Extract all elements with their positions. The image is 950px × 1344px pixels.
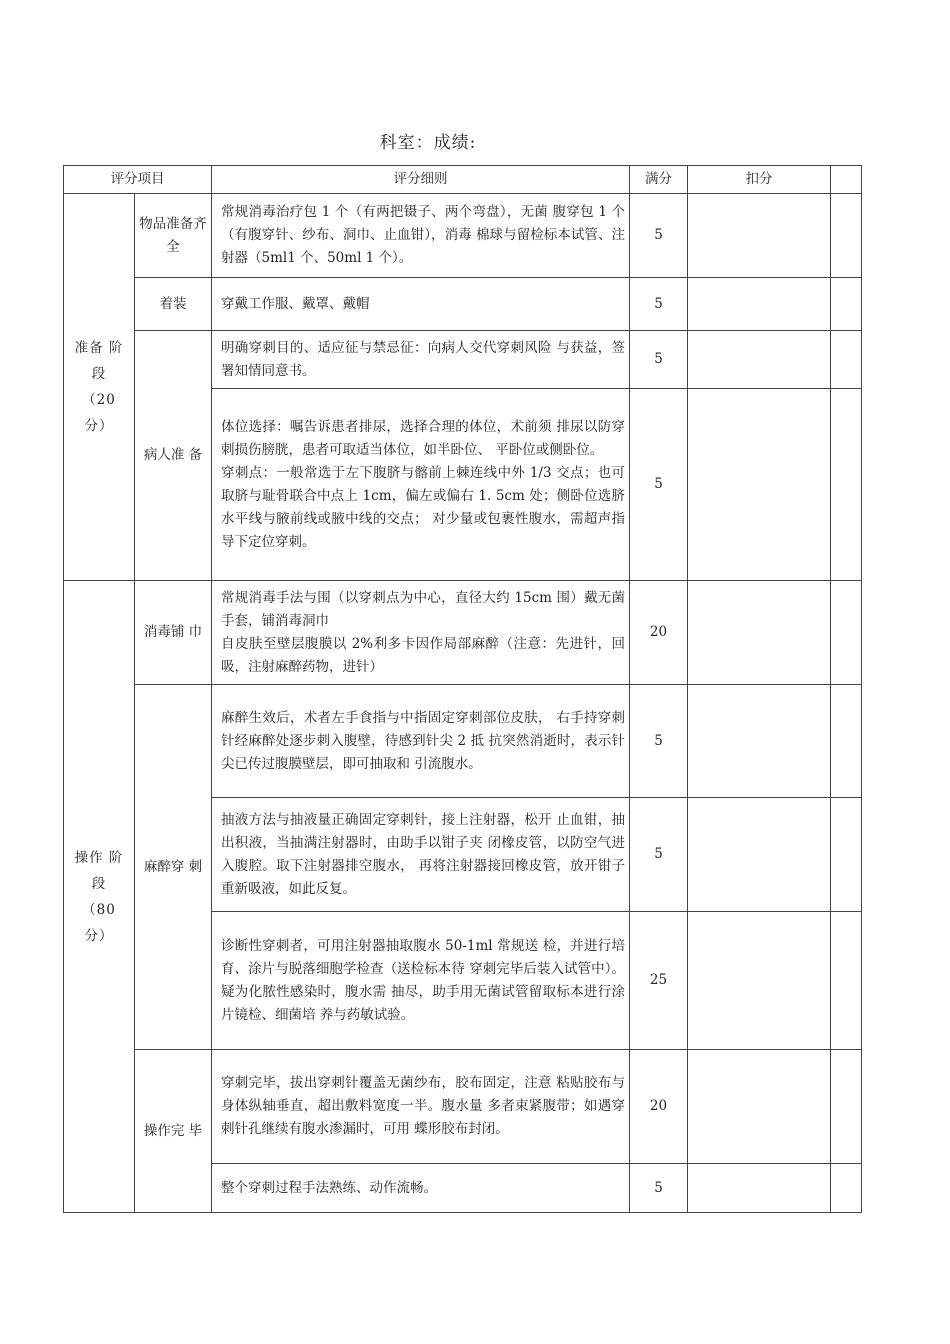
- sub-item-label: 消毒铺 巾: [135, 581, 212, 685]
- deduction-cell: [688, 912, 831, 1050]
- rule-text: 常规消毒治疗包 1 个（有两把镊子、两个弯盘），无菌 腹穿包 1 个（有腹穿针、纱布、洞巾、止血钳），消毒 棉球与留检标本试管、注射器（5ml1 个、50ml 1 个）。: [212, 194, 630, 278]
- extra-cell: [831, 798, 862, 912]
- header-deduction: 扣分: [688, 166, 831, 194]
- deduction-cell: [688, 1164, 831, 1213]
- rule-text: 常规消毒手法与围（以穿刺点为中心，直径大约 15cm 围）戴无菌手套，铺消毒洞巾 自皮肤至壁层腹膜以 2%利多卡因作局部麻醉（注意：先进针，回吸，注射麻醉药物，进针）: [212, 581, 630, 685]
- rule-text: 抽液方法与抽液量正确固定穿刺针，接上注射器，松开 止血钳，抽出积液，当抽满注射器时，由助手以钳子夹 闭橡皮管，以防空气进入腹腔。取下注射器排空腹水， 再将注射器接回橡皮管，放开钳子重新吸液，如此反复。: [212, 798, 630, 912]
- extra-cell: [831, 685, 862, 798]
- extra-cell: [831, 912, 862, 1050]
- full-score: 20: [630, 1050, 688, 1164]
- full-score: 5: [630, 1164, 688, 1213]
- table-row: [64, 1050, 862, 1164]
- rule-text: 明确穿刺目的、适应征与禁忌征：向病人交代穿刺风险 与获益，签署知情同意书。: [212, 331, 630, 389]
- deduction-cell: [688, 389, 831, 581]
- deduction-cell: [688, 798, 831, 912]
- full-score: 5: [630, 389, 688, 581]
- full-score: 5: [630, 331, 688, 389]
- extra-cell: [831, 278, 862, 331]
- extra-cell: [831, 331, 862, 389]
- rule-text: 穿刺完毕，拔出穿刺针覆盖无菌纱布，胶布固定，注意 粘贴胶布与身体纵轴垂直，超出敷料宽度一半。腹水量 多者束紧腹带；如遇穿刺针孔继续有腹水渗漏时，可用 蝶形胶布封闭。: [212, 1050, 630, 1164]
- stage-label: 准备 阶段 （20 分）: [64, 194, 135, 581]
- header-item: 评分项目: [64, 166, 212, 194]
- rule-text: 穿戴工作服、戴罩、戴帽: [212, 278, 630, 331]
- extra-cell: [831, 1164, 862, 1213]
- full-score: 5: [630, 278, 688, 331]
- full-score: 5: [630, 685, 688, 798]
- full-score: 25: [630, 912, 688, 1050]
- rule-text: 诊断性穿刺者，可用注射器抽取腹水 50-1ml 常规送 检，并进行培育、涂片与脱落细胞学检查（送检标本待 穿刺完毕后装入试管中）。疑为化脓性感染时，腹水需 抽尽，助手用无菌试管留取标本进行涂片镜检、细菌培 养与药敏试验。: [212, 912, 630, 1050]
- deduction-cell: [688, 685, 831, 798]
- extra-cell: [831, 389, 862, 581]
- stage-label: 操作 阶段 （80 分）: [64, 581, 135, 1213]
- deduction-cell: [688, 581, 831, 685]
- sub-item-label: 麻醉穿 刺: [135, 685, 212, 1050]
- table-row: [64, 581, 862, 685]
- full-score: 5: [630, 194, 688, 278]
- deduction-cell: [688, 278, 831, 331]
- header-rule: 评分细则: [212, 166, 630, 194]
- table-row: [64, 685, 862, 798]
- sub-item-label: 物品准备齐全: [135, 194, 212, 278]
- deduction-cell: [688, 331, 831, 389]
- sub-item-label: 着装: [135, 278, 212, 331]
- full-score: 5: [630, 798, 688, 912]
- full-score: 20: [630, 581, 688, 685]
- rule-text: 整个穿刺过程手法熟练、动作流畅。: [212, 1164, 630, 1213]
- page-title: 科室：成绩:: [379, 133, 477, 153]
- deduction-cell: [688, 194, 831, 278]
- rule-text: 体位选择：嘱告诉患者排尿，选择合理的体位，术前须 排尿以防穿刺损伤膀胱，患者可取适当体位，如半卧位、 平卧位或侧卧位。 穿刺点：一般常选于左下腹脐与髂前上棘连线中外 1/3 交点；也可取脐与耻骨联合中点上 1cm，偏左或偏右 1. 5cm 处；侧卧位选脐水平线与腋前线或腋中线的交点； 对少量或包裹性腹水，需超声指导下定位穿刺。: [212, 389, 630, 581]
- table-row: [64, 331, 862, 389]
- scoring-table: [63, 165, 862, 1213]
- table-row: [64, 194, 862, 278]
- extra-cell: [831, 581, 862, 685]
- header-extra: [831, 166, 862, 194]
- table-header-row: [64, 166, 862, 194]
- sub-item-label: 病人准 备: [135, 331, 212, 581]
- header-full-score: 满分: [630, 166, 688, 194]
- sub-item-label: 操作完 毕: [135, 1050, 212, 1213]
- rule-text: 麻醉生效后，术者左手食指与中指固定穿刺部位皮肤， 右手持穿刺针经麻醉处逐步刺入腹壁，待感到针尖 2 抵 抗突然消逝时，表示针尖已传过腹膜壁层，即可抽取和 引流腹水。: [212, 685, 630, 798]
- table-row: [64, 278, 862, 331]
- extra-cell: [831, 1050, 862, 1164]
- deduction-cell: [688, 1050, 831, 1164]
- extra-cell: [831, 194, 862, 278]
